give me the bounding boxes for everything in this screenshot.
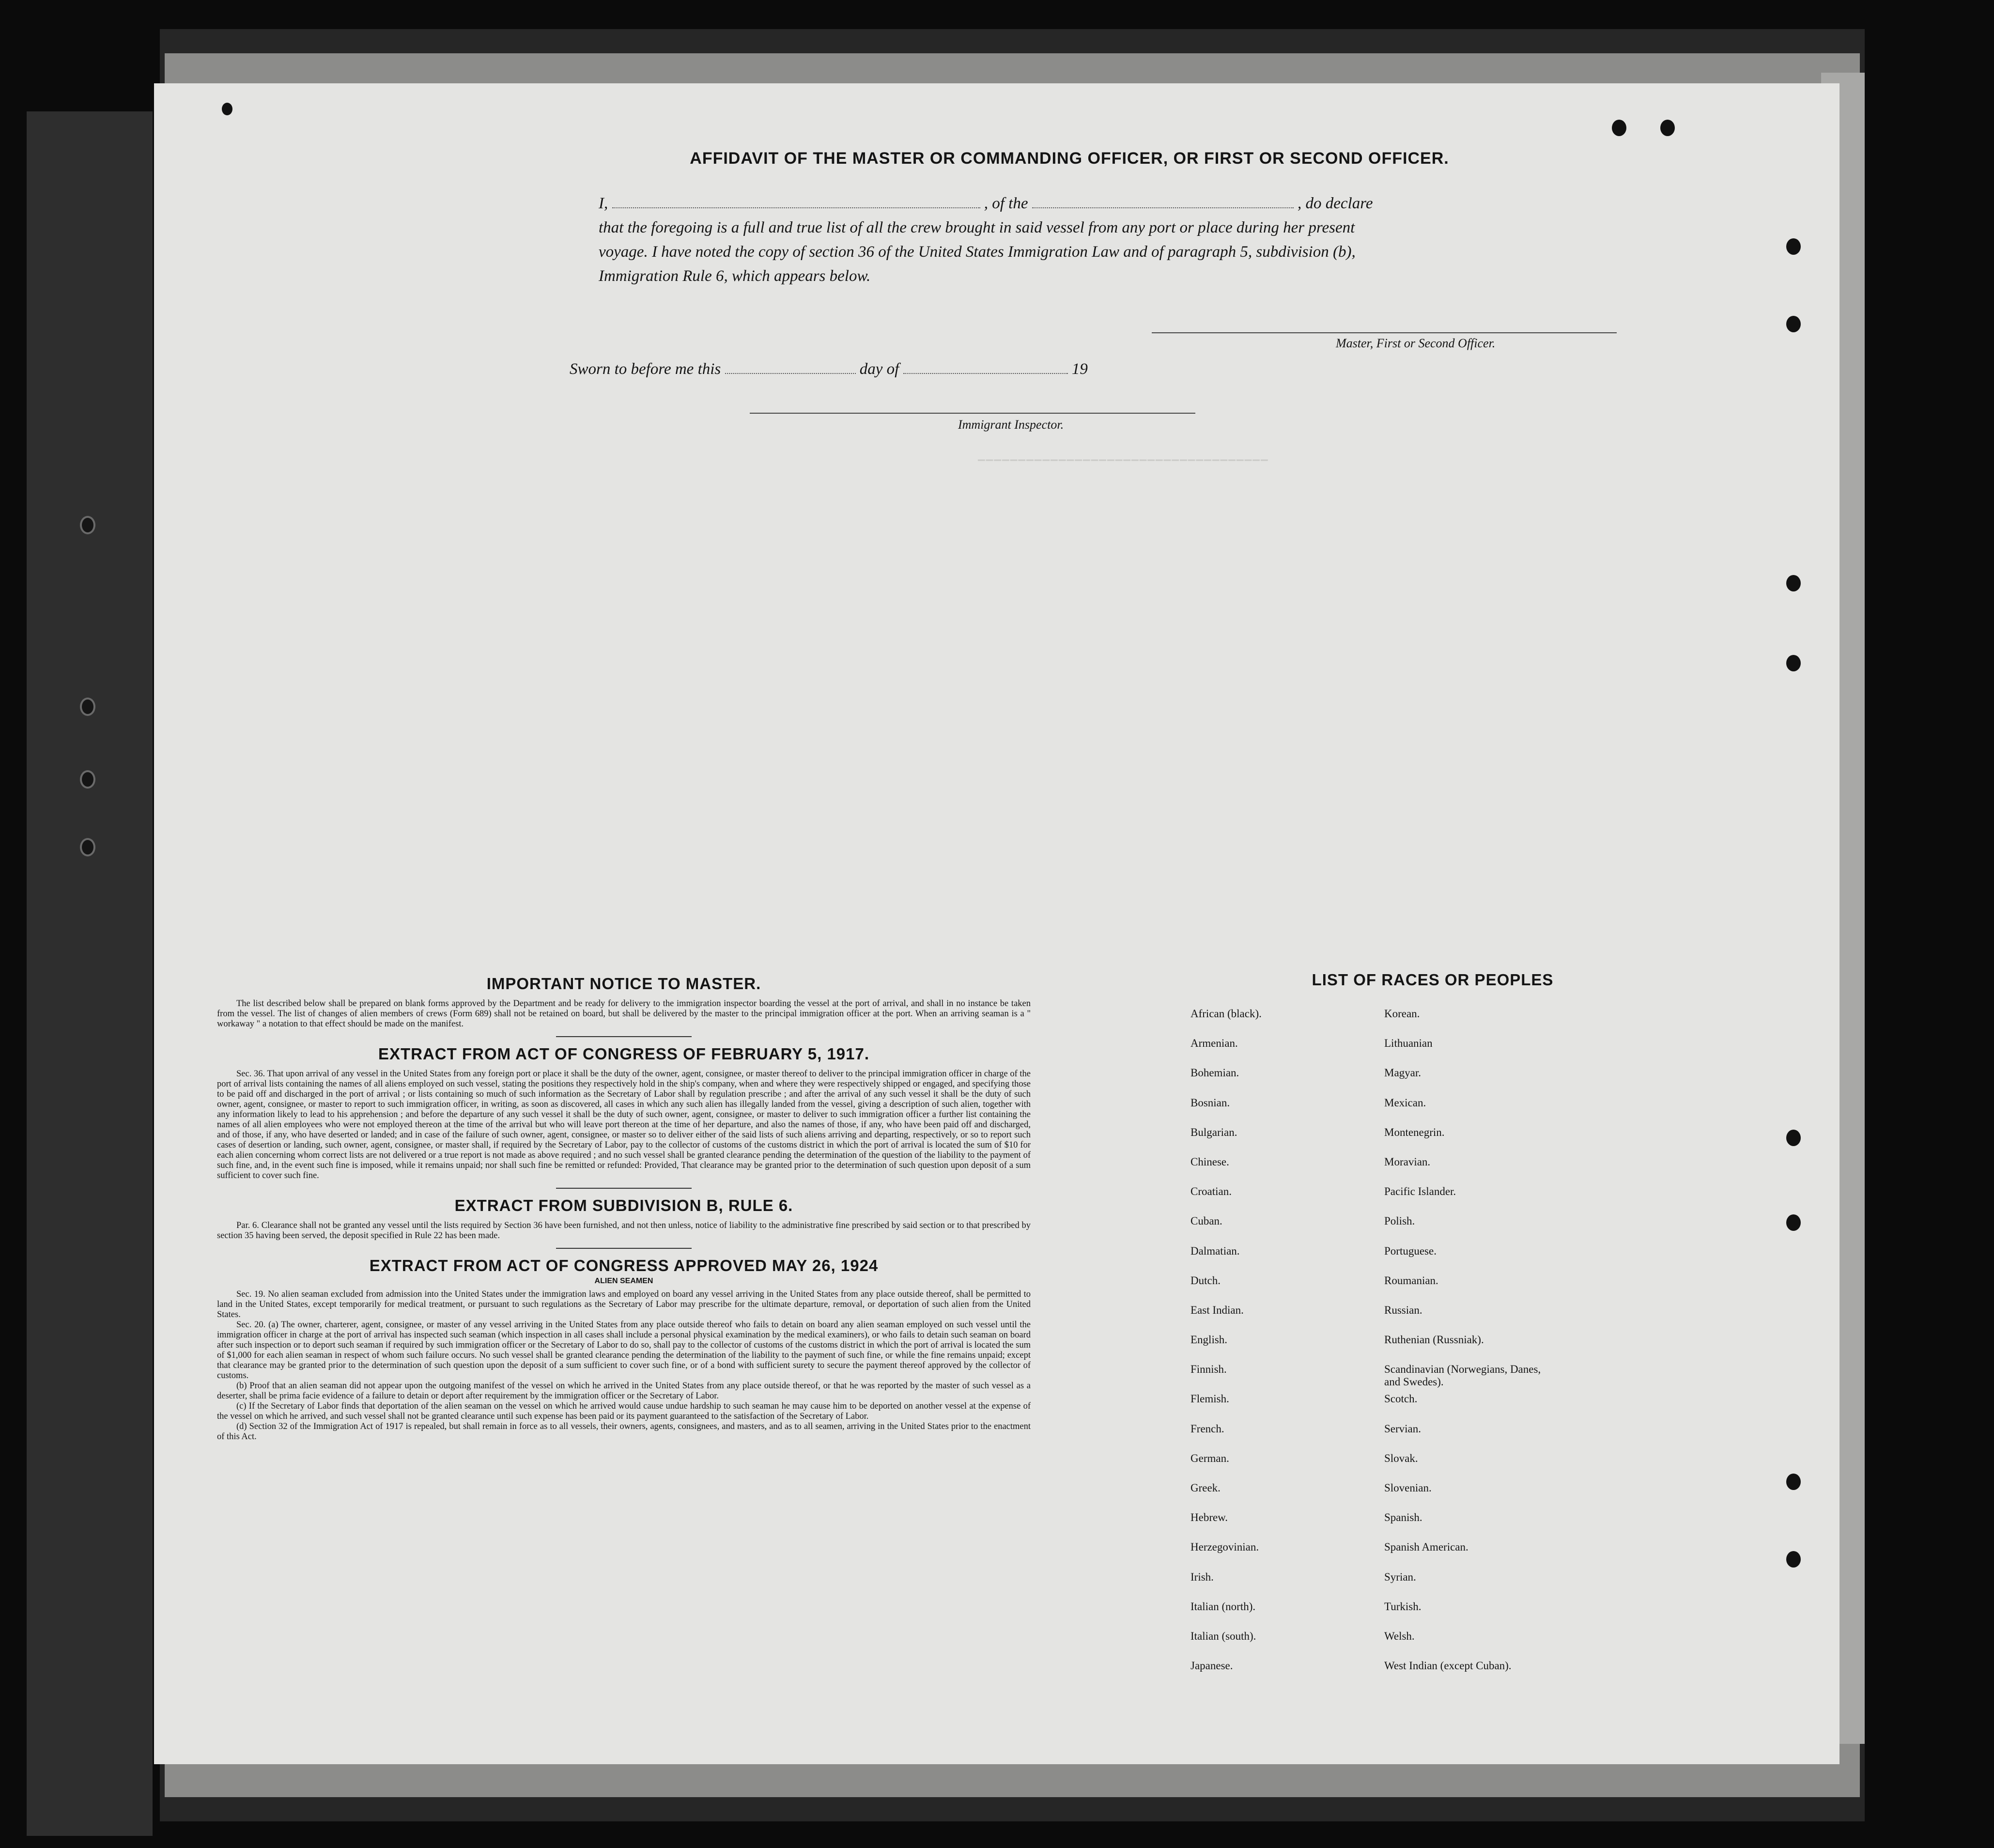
extract-rule6-text: Par. 6. Clearance shall not be granted any vessel until the lists required by Section 36 have been furnished, and not then unless, notice of liability to the administrative fine prescribed by said section or to that prescribed by section 35 having been served, the deposit specified in Rule 22 has been made. [217, 1221, 1031, 1241]
race-item: Spanish. [1384, 1511, 1422, 1524]
race-item: Dalmatian. [1190, 1244, 1240, 1257]
race-item: Finnish. [1190, 1363, 1227, 1376]
race-item: Portuguese. [1384, 1244, 1437, 1257]
divider [556, 1036, 692, 1037]
manifest-page [154, 83, 1839, 1764]
race-item: Mexican. [1384, 1096, 1426, 1109]
race-item: Croatian. [1190, 1185, 1232, 1198]
extract-1924-sec20a: Sec. 20. (a) The owner, charterer, agent, consignee, or master of any vessel arriving in the United States from any place outside thereof who fails to detain on board any alien seaman employed on such vessel until the immigration officer in charge at the port of arrival has inspected such seaman (which inspection in all cases shall include a personal physical examination by the medical examiners), or who fails to detain such seaman on board after such inspection or to deport such seaman if required by such immigration officer or the Secretary of Labor to do so, shall pay to the collector of customs of the customs district in which the port of arrival is located the sum of $1,000 for each alien seaman in respect of whom such failure occurs. No such vessel shall be granted clearance pending the determination of the liability to the payment of such fine, or while the fine remains unpaid; except that clearance may be granted prior to the determination of such question upon the deposit of a sum sufficient to cover such fine, or of a bond with sufficient surety to secure the payment thereof approved by the collector of customs. [217, 1320, 1031, 1381]
race-item: Armenian. [1190, 1037, 1238, 1050]
year-prefix: 19 [1071, 360, 1088, 378]
extract-1924-sec20c: (c) If the Secretary of Labor finds that deportation of the alien seaman on the vessel on which he arrived would cause undue hardship to such seaman he may cause him to be deported on another vessel at the expense of the vessel on which he arrived, and such vessel shall not be granted clearance until such expense has been paid or its payment guaranteed to the satisfaction of the Secretary of Labor. [217, 1401, 1031, 1421]
affidavit-of-the: , of the [984, 195, 1028, 212]
sworn-day-blank[interactable] [725, 373, 856, 374]
master-signature-line[interactable] [1152, 332, 1617, 333]
punch-hole [1786, 238, 1801, 255]
master-signature-label: Master, First or Second Officer. [1336, 336, 1496, 350]
race-item: Hebrew. [1190, 1511, 1228, 1524]
race-item: Cuban. [1190, 1215, 1222, 1227]
punch-hole [1612, 120, 1626, 136]
race-item: Scandinavian (Norwegians, Danes, and Swedes). [1384, 1363, 1541, 1388]
affidavit-section [590, 149, 1704, 288]
day-of-label: day of [859, 360, 899, 378]
extract-1917-title: EXTRACT FROM ACT OF CONGRESS OF FEBRUARY 5, 1917. [378, 1045, 870, 1063]
punch-hole [1786, 655, 1801, 671]
race-item: Roumanian. [1384, 1274, 1438, 1287]
race-item: Flemish. [1190, 1393, 1229, 1405]
binding-hole [80, 516, 95, 534]
race-item: East Indian. [1190, 1304, 1244, 1316]
race-item: English. [1190, 1334, 1228, 1346]
inspector-signature-line[interactable] [750, 413, 1195, 414]
race-item: German. [1190, 1452, 1229, 1464]
race-item: Slovak. [1384, 1452, 1418, 1464]
race-item: Herzegovinian. [1190, 1541, 1259, 1553]
punch-hole [222, 103, 232, 115]
inspector-signature-label: Immigrant Inspector. [958, 418, 1064, 432]
officer-name-blank[interactable] [612, 207, 980, 208]
race-item: Spanish American. [1384, 1541, 1468, 1553]
race-item: Bulgarian. [1190, 1126, 1237, 1138]
punch-hole [1786, 1551, 1801, 1568]
race-item: Pacific Islander. [1384, 1185, 1456, 1198]
race-item: Japanese. [1190, 1660, 1233, 1672]
binding-hole [80, 838, 95, 856]
races-list-section [1190, 971, 1675, 1689]
binding-strip [27, 111, 153, 1836]
punch-hole [1786, 316, 1801, 332]
race-item: Scotch. [1384, 1393, 1418, 1405]
race-item: Lithuanian [1384, 1037, 1433, 1050]
race-item: Turkish. [1384, 1600, 1422, 1613]
race-item: Magyar. [1384, 1067, 1422, 1079]
binding-hole [80, 698, 95, 716]
race-item: Greek. [1190, 1482, 1221, 1494]
race-item: West Indian (except Cuban). [1384, 1660, 1512, 1672]
race-item: Welsh. [1384, 1630, 1415, 1642]
punch-hole [1786, 1214, 1801, 1231]
punch-hole [1786, 575, 1801, 591]
race-item: Servian. [1384, 1422, 1422, 1435]
race-item: Polish. [1384, 1215, 1415, 1227]
divider [556, 1248, 692, 1249]
divider [556, 1188, 692, 1189]
race-item: Moravian. [1384, 1155, 1431, 1168]
vessel-name-blank[interactable] [1032, 207, 1294, 208]
alien-seamen-subtitle: ALIEN SEAMEN [594, 1277, 653, 1285]
affidavit-line-2: that the foregoing is a full and true list of all the crew brought in said vessel from any port or place during her present [599, 219, 1355, 236]
affidavit-declare: , do declare [1297, 195, 1373, 212]
affidavit-line-1 [599, 191, 1704, 216]
race-item: Ruthenian (Russniak). [1384, 1334, 1484, 1346]
sworn-text [570, 360, 1088, 378]
race-item: Dutch. [1190, 1274, 1221, 1287]
affidavit-title: AFFIDAVIT OF THE MASTER OR COMMANDING OFFICER, OR FIRST OR SECOND OFFICER. [690, 149, 1449, 168]
race-item: Russian. [1384, 1304, 1422, 1316]
race-item: French. [1190, 1422, 1224, 1435]
extract-1924-title: EXTRACT FROM ACT OF CONGRESS APPROVED MAY 26, 1924 [369, 1257, 879, 1274]
race-item: Syrian. [1384, 1570, 1416, 1583]
punch-hole [1786, 1130, 1801, 1146]
extract-1924-sec19: Sec. 19. No alien seaman excluded from admission into the United States under the immigration laws and employed on board any vessel arriving in the United States from any place outside thereof, shall be permitted to land in the United States, except temporarily for medical treatment, or pursuant to such regulations as the Secretary of Labor may prescribe for the ultimate departure, removal, or deportation of such alien from the United States. [217, 1289, 1031, 1320]
extract-1917-text: Sec. 36. That upon arrival of any vessel in the United States from any foreign port or place it shall be the duty of the owner, agent, consignee, or master thereof to deliver to the principal immigration officer in charge of the port of arrival lists containing the names of all aliens employed on such vessel, stating the positions they respectively hold in the ship's company, when and where they were respectively shipped or engaged, and specifying those to be paid off and discharged in the port of arrival ; or lists containing so much of such information as the Secretary of Labor shall by regulation prescribe ; and after the arrival of any such vessel it shall be the duty of such owner, agent, consignee, or master to report to such immigration officer, in writing, as soon as discovered, all cases in which any such alien has illegally landed from the vessel, giving a description of such alien, together with any information likely to lead to his apprehension ; and before the departure of any such vessel it shall be the duty of such owner, agent, consignee, or master to deliver to such immigration officer a further list containing the names of all alien employees who were not employed thereon at the time of the arrival but who will leave port thereon at the time of her departure, and also the names of those, if any, who have been paid off and discharged, and of those, if any, who have deserted or landed; and in case of the failure of such owner, agent, consignee, or master so to deliver either of the said lists of such aliens arriving and departing, respectively, or so to report such cases of desertion or landing, such owner, agent, consignee, or master shall, if required by the Secretary of Labor, pay to the collector of customs of the customs district in which the port of arrival is located the sum of $10 for each alien concerning whom correct lists are not delivered or a true report is not made as above required ; and no such vessel shall be granted clearance pending the determination of the question of the liability to the payment of such fine, and, in the event such fine is imposed, while it remains unpaid; nor shall such fine be remitted or refunded: Provided, That clearance may be granted prior to the determination of such question upon deposit of a sum sufficient to cover such fine. [217, 1069, 1031, 1180]
affidavit-i: I, [599, 195, 608, 212]
races-left-column [1190, 1008, 1384, 1689]
notice-text: The list described below shall be prepared on blank forms approved by the Department and be ready for delivery to the immigration inspector boarding the vessel at the port of arrival, and shall in no instance be taken from the vessel. The list of changes of alien members of crews (Form 689) shall not be retained on board, but shall be delivered by the master to the principal immigration officer at the port. When an arriving seaman is a " workaway " a notation to that effect should be made on the manifest. [217, 999, 1031, 1029]
punch-hole [1660, 120, 1675, 136]
race-item: Montenegrin. [1384, 1126, 1445, 1138]
race-item: Irish. [1190, 1570, 1214, 1583]
affidavit-body [590, 191, 1704, 288]
binding-hole [80, 770, 95, 789]
race-item: Italian (south). [1190, 1630, 1256, 1642]
race-item: Italian (north). [1190, 1600, 1256, 1613]
race-item: Korean. [1384, 1008, 1420, 1020]
bleed-through-row: –––––––––––––––––––––––––––––––––––– [977, 451, 1268, 467]
sworn-label: Sworn to before me this [570, 360, 721, 378]
notice-column [217, 975, 1031, 1442]
extract-1924-sec20d: (d) Section 32 of the Immigration Act of 1917 is repealed, but shall remain in force as to all vessels, their owners, agents, consignees, and masters, and as to all seamen, arriving in the United States prior to the enactment of this Act. [217, 1422, 1031, 1442]
affidavit-line-4: Immigration Rule 6, which appears below. [599, 267, 871, 285]
race-item: Chinese. [1190, 1155, 1229, 1168]
race-item: African (black). [1190, 1008, 1262, 1020]
extract-rule6-title: EXTRACT FROM SUBDIVISION B, RULE 6. [454, 1196, 793, 1214]
races-title: LIST OF RACES OR PEOPLES [1312, 971, 1554, 989]
race-item: Slovenian. [1384, 1482, 1432, 1494]
races-grid [1190, 1008, 1675, 1689]
notice-title: IMPORTANT NOTICE TO MASTER. [486, 975, 761, 993]
race-item: Bosnian. [1190, 1096, 1230, 1109]
punch-hole [1786, 1474, 1801, 1490]
extract-1924-sec20b: (b) Proof that an alien seaman did not appear upon the outgoing manifest of the vessel on which he arrived in the United States from any place outside thereof, or that he was reported by the master of such vessel as a deserter, shall be prima facie evidence of a failure to detain or deport after requirement by the immigration officer or the Secretary of Labor. [217, 1381, 1031, 1401]
sworn-month-blank[interactable] [903, 373, 1068, 374]
races-right-column [1384, 1008, 1617, 1689]
race-item: Bohemian. [1190, 1067, 1239, 1079]
affidavit-line-3: voyage. I have noted the copy of section 36 of the United States Immigration Law and of paragraph 5, subdivision (b), [599, 243, 1356, 261]
